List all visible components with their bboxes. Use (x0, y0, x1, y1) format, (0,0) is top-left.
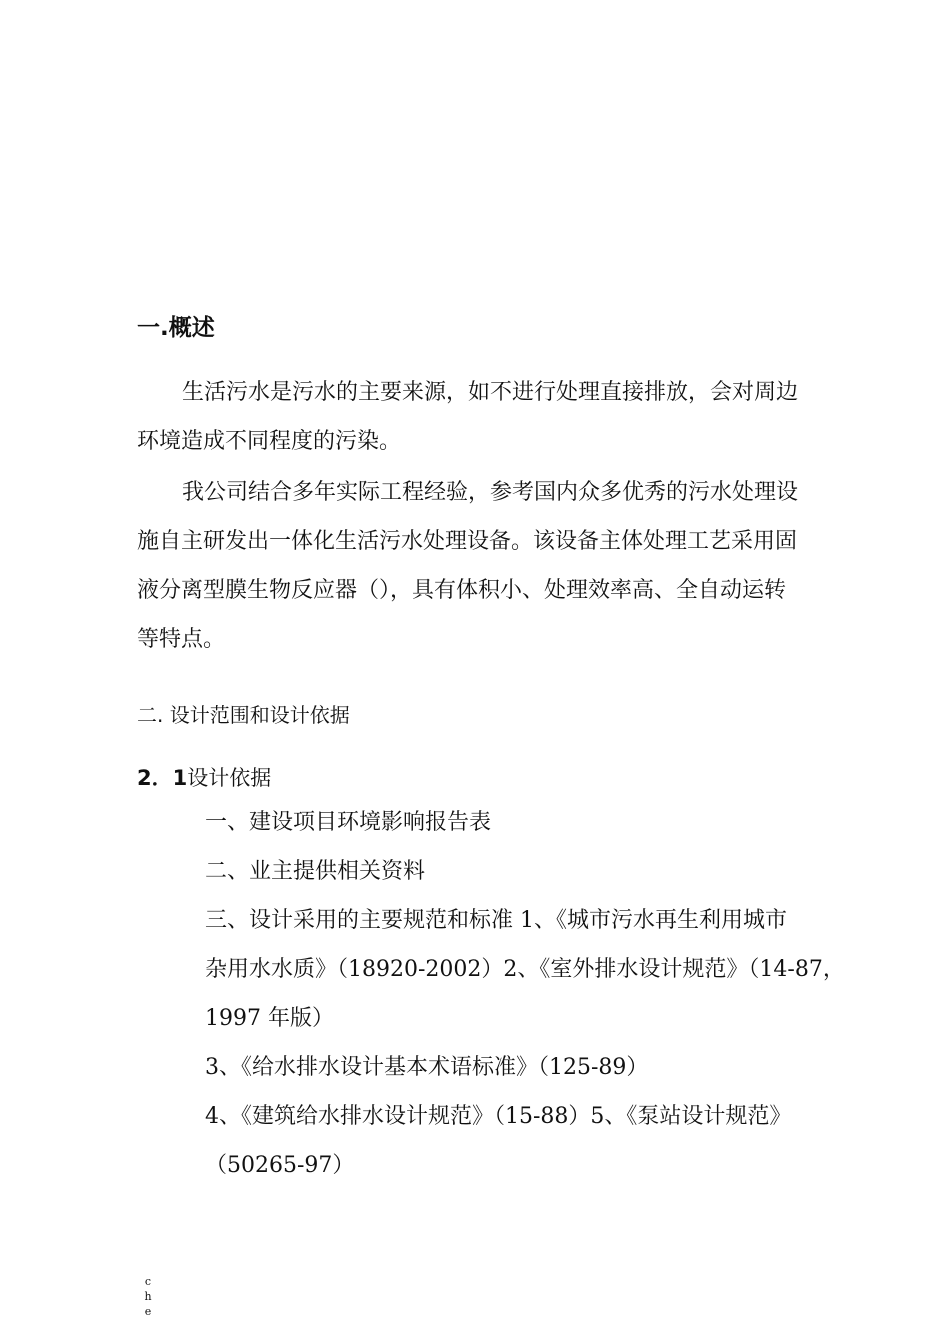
paragraph-line: 生活污水是污水的主要来源，如不进行处理直接排放，会对周边 (182, 380, 799, 405)
list-item: 杂用水水质》（18920-2002）2、《室外排水设计规范》（14-87， (205, 957, 845, 982)
design-basis-list (205, 798, 845, 1190)
section-heading-design: 二. 设计范围和设计依据 (137, 703, 350, 727)
section-heading-overview: 一.概述 (137, 315, 215, 341)
subsection-heading-design-basis (137, 763, 271, 793)
list-item: 3、《给水排水设计基本术语标准》（125-89） (205, 1055, 649, 1080)
paragraph-line: 环境造成不同程度的污染。 (137, 429, 402, 454)
list-item: 4、《建筑给水排水设计规范》（15-88）5、《泵站设计规范》 (205, 1104, 792, 1129)
paragraph-line: 我公司结合多年实际工程经验，参考国内众多优秀的污水处理设 (182, 480, 799, 505)
overview-paragraph-1 (137, 368, 827, 466)
paragraph-line: 等特点。 (137, 627, 226, 652)
footer-char: c (144, 1275, 152, 1288)
overview-paragraph-2 (137, 468, 827, 664)
subsection-title: 设计依据 (187, 766, 272, 790)
footer-char: e (144, 1305, 152, 1318)
list-item: 三、设计采用的主要规范和标准 1、《城市污水再生利用城市 (205, 908, 787, 933)
list-item: （50265-97） (205, 1153, 355, 1178)
list-item: 一、建设项目环境影响报告表 (205, 810, 492, 835)
list-item: 1997 年版） (205, 1006, 334, 1031)
subsection-number: 2．1 (137, 766, 188, 790)
footer-vertical-text (143, 1274, 153, 1319)
footer-char: h (144, 1290, 152, 1303)
list-item: 二、业主提供相关资料 (205, 859, 426, 884)
paragraph-line: 施自主研发出一体化生活污水处理设备。该设备主体处理工艺采用固 (137, 529, 798, 554)
paragraph-line: 液分离型膜生物反应器（），具有体积小、处理效率高、全自动运转 (137, 578, 787, 603)
